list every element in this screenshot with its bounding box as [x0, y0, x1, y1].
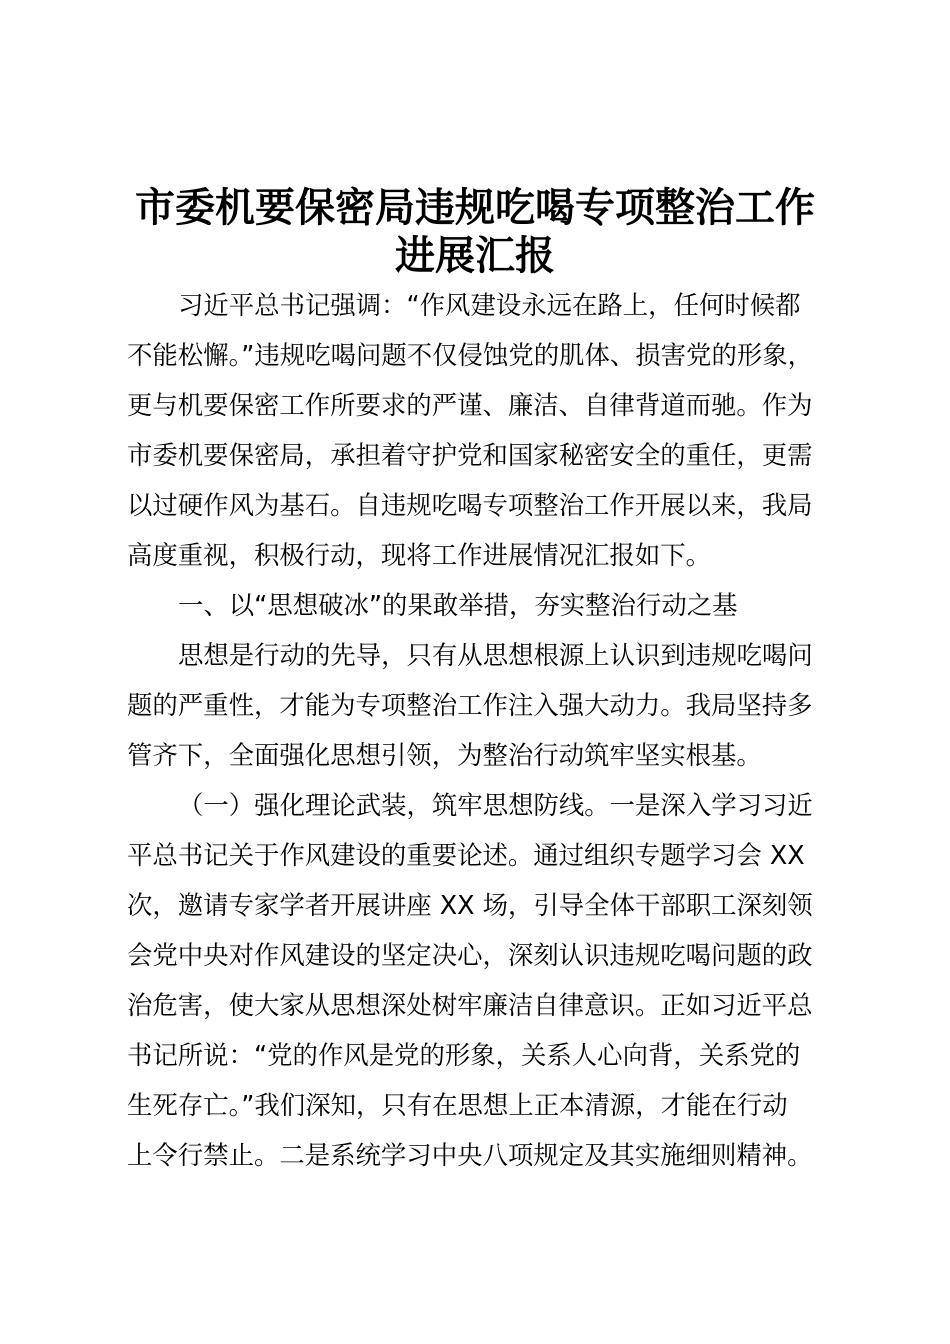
paragraph-subsection1-line: 生死存亡。”我们深知，只有在思想上正本清源，才能在行动: [127, 1090, 788, 1120]
paragraph-subsection1-line: （一）强化理论武装，筑牢思想防线。一是深入学习习近: [178, 790, 813, 820]
paragraph-section1-line: 管齐下，全面强化思想引领，为整治行动筑牢坚实根基。: [127, 740, 762, 770]
paragraph-subsection1-line: 书记所说：“党的作风是党的形象，关系人心向背，关系党的: [127, 1040, 801, 1070]
paragraph-intro-line: 不能松懈。”违规吃喝问题不仅侵蚀党的肌体、损害党的形象，: [127, 340, 814, 370]
paragraph-subsection1-line: 治危害，使大家从思想深处树牢廉洁自律意识。正如习近平总: [127, 990, 813, 1020]
paragraph-subsection1-line: 次，邀请专家学者开展讲座 XX 场，引导全体干部职工深刻领: [127, 890, 813, 920]
paragraph-intro-line: 以过硬作风为基石。自违规吃喝专项整治工作开展以来，我局: [127, 490, 813, 520]
paragraph-subsection1-line: 会党中央对作风建设的坚定决心，深刻认识违规吃喝问题的政: [127, 940, 813, 970]
document-title-line-2: 进展汇报: [395, 232, 555, 279]
section-heading-1: 一、以“思想破冰”的果敢举措，夯实整治行动之基: [178, 590, 738, 620]
document-body: [127, 280, 847, 1180]
paragraph-intro-line: 更与机要保密工作所要求的严谨、廉洁、自律背道而驰。作为: [127, 390, 813, 420]
paragraph-subsection1-line: 平总书记关于作风建设的重要论述。通过组织专题学习会 XX: [127, 840, 805, 870]
paragraph-intro-line: 市委机要保密局，承担着守护党和国家秘密安全的重任，更需: [127, 440, 813, 470]
paragraph-intro-line: 习近平总书记强调：“作风建设永远在路上，任何时候都: [178, 290, 801, 320]
paragraph-intro-line: 高度重视，积极行动，现将工作进展情况汇报如下。: [127, 540, 711, 570]
paragraph-section1-line: 思想是行动的先导，只有从思想根源上认识到违规吃喝问: [178, 640, 813, 670]
paragraph-subsection1-line: 上令行禁止。二是系统学习中央八项规定及其实施细则精神。: [127, 1140, 813, 1170]
document-title-line-1: 市委机要保密局违规吃喝专项整治工作: [135, 184, 815, 231]
paragraph-section1-line: 题的严重性，才能为专项整治工作注入强大动力。我局坚持多: [127, 690, 813, 720]
